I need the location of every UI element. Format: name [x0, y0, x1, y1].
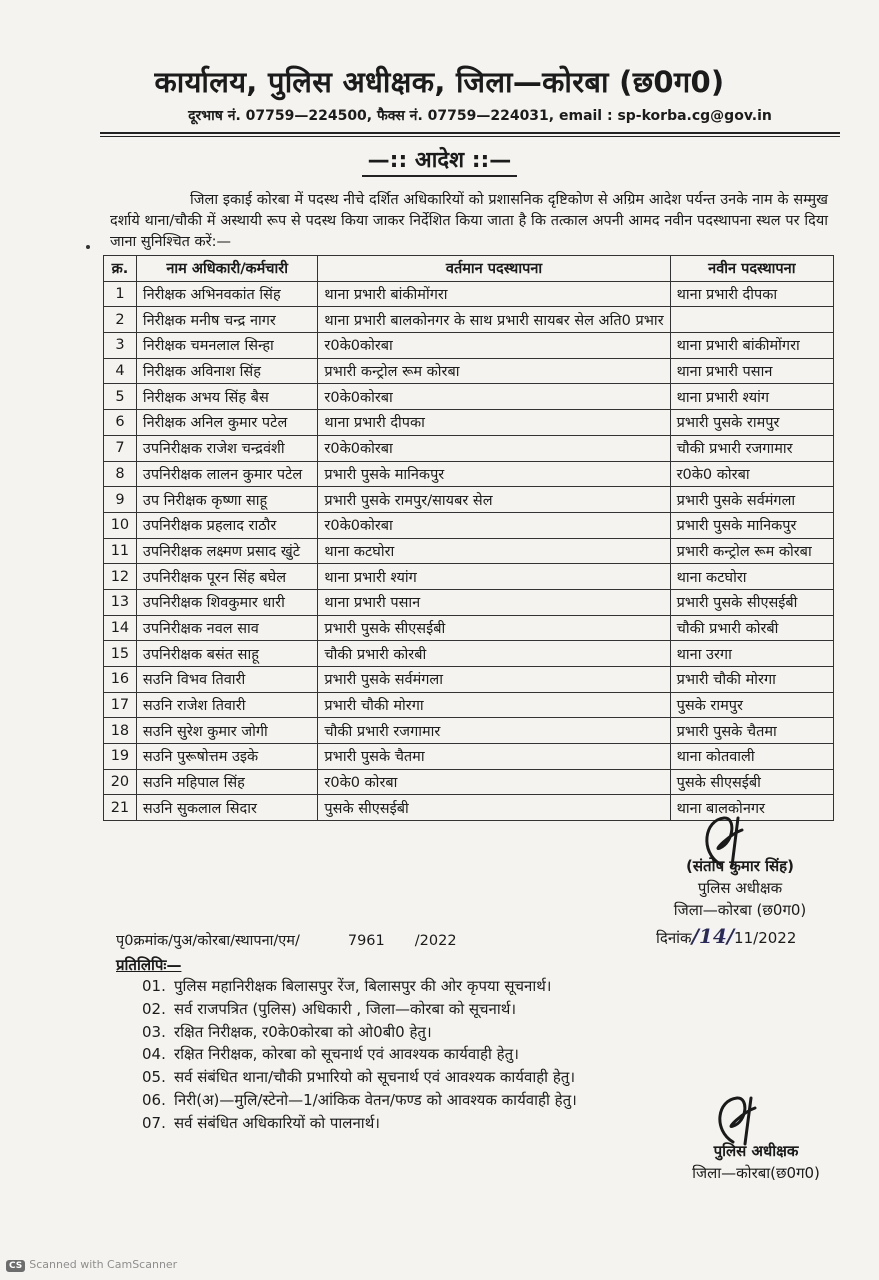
cell-name: उपनिरीक्षक शिवकुमार धारी	[136, 589, 318, 615]
table-row	[104, 461, 834, 487]
cell-current-posting: थाना प्रभारी पसान	[318, 589, 670, 615]
cell-current-posting: प्रभारी पुसके रामपुर/सायबर सेल	[318, 487, 670, 513]
cell-name: उपनिरीक्षक लालन कुमार पटेल	[136, 461, 318, 487]
cell-new-posting: थाना उरगा	[670, 641, 833, 667]
cell-name: सउनि पुरूषोत्तम उइके	[136, 744, 318, 770]
table-row	[104, 564, 834, 590]
cell-sn: 10	[104, 512, 137, 538]
cell-sn: 7	[104, 435, 137, 461]
copy-item-text: रक्षित निरीक्षक, कोरबा को सूचनार्थ एवं आवश्यक कार्यवाही हेतु।	[174, 1045, 519, 1064]
cell-sn: 5	[104, 384, 137, 410]
cell-current-posting: थाना प्रभारी बांकीमोंगरा	[318, 281, 670, 307]
cell-new-posting: चौकी प्रभारी रजगामार	[670, 435, 833, 461]
date-line	[656, 924, 796, 948]
copy-item-number: 01.	[142, 977, 166, 995]
cell-name: निरीक्षक चमनलाल सिन्हा	[136, 333, 318, 359]
cell-name: उप निरीक्षक कृष्णा साहू	[136, 487, 318, 513]
table-row	[104, 512, 834, 538]
cell-new-posting: र0के0 कोरबा	[670, 461, 833, 487]
cell-sn: 8	[104, 461, 137, 487]
table-row	[104, 281, 834, 307]
table-row	[104, 410, 834, 436]
margin-dot	[86, 245, 90, 249]
cell-sn: 1	[104, 281, 137, 307]
table-body	[104, 281, 834, 820]
cell-new-posting	[670, 307, 833, 333]
cell-current-posting: चौकी प्रभारी रजगामार	[318, 718, 670, 744]
cell-name: सउनि सुकलाल सिदार	[136, 795, 318, 821]
cell-name: निरीक्षक अनिल कुमार पटेल	[136, 410, 318, 436]
cell-current-posting: र0के0कोरबा	[318, 512, 670, 538]
cell-sn: 15	[104, 641, 137, 667]
copy-item-number: 05.	[142, 1068, 166, 1087]
cell-sn: 17	[104, 692, 137, 718]
copy-item-text: पुलिस महानिरीक्षक बिलासपुर रेंज, बिलासपुर की ओर कृपया सूचनार्थ।	[174, 977, 552, 995]
cell-current-posting: थाना प्रभारी दीपका	[318, 410, 670, 436]
table-row	[104, 358, 834, 384]
copy-item-text: सर्व राजपत्रित (पुलिस) अधिकारी , जिला—कोरबा को सूचनार्थ।	[174, 999, 517, 1018]
copy-item-text: निरी(अ)—मुलि/स्टेनो—1/आंकिक वेतन/फण्ड को आवश्यक कार्यवाही हेतु।	[174, 1090, 577, 1109]
copy-list	[142, 975, 577, 1135]
cell-current-posting: प्रभारी चौकी मोरगा	[318, 692, 670, 718]
signatory-designation-2: पुलिस अधीक्षक	[713, 1142, 799, 1160]
cell-name: सउनि महिपाल सिंह	[136, 769, 318, 795]
cell-current-posting: प्रभारी कन्ट्रोल रूम कोरबा	[318, 358, 670, 384]
cell-new-posting: थाना प्रभारी पसान	[670, 358, 833, 384]
order-intro: जिला इकाई कोरबा में पदस्थ नीचे दर्शित अधिकारियों को प्रशासनिक दृष्टिकोण से अग्रिम आदेश पर्यन्त उनके नाम के सम्मुख दर्शाये थाना/चौकी में अस्थायी रूप से पदस्थ किया जाकर निर्देशित किया जाता है कि तत्काल अपनी आमद नवीन पदस्थापना स्थल पर दिया जाना सुनिश्चित करें:—	[110, 192, 828, 250]
cell-new-posting: प्रभारी पुसके चैतमा	[670, 718, 833, 744]
table-row	[104, 538, 834, 564]
date-day: /14/	[691, 924, 735, 948]
cell-name: उपनिरीक्षक लक्ष्मण प्रसाद खुंटे	[136, 538, 318, 564]
cell-sn: 13	[104, 589, 137, 615]
copy-item-number: 07.	[142, 1113, 166, 1132]
reference-number: 7961	[347, 933, 385, 949]
signatory-name: (संतोष कुमार सिंह)	[686, 857, 794, 875]
cell-sn: 6	[104, 410, 137, 436]
cell-new-posting: पुसके सीएसईबी	[670, 769, 833, 795]
col-header-current: वर्तमान पदस्थापना	[318, 256, 670, 282]
table-row	[104, 769, 834, 795]
table-row	[104, 487, 834, 513]
table-row	[104, 744, 834, 770]
cell-current-posting: प्रभारी पुसके सीएसईबी	[318, 615, 670, 641]
copy-item-text: सर्व संबंधित अधिकारियों को पालनार्थ।	[174, 1113, 380, 1132]
copy-item	[142, 1021, 577, 1044]
copy-item-number: 04.	[142, 1045, 166, 1064]
postings-table	[103, 255, 834, 821]
cell-new-posting: प्रभारी पुसके मानिकपुर	[670, 512, 833, 538]
cell-current-posting: प्रभारी पुसके सर्वमंगला	[318, 667, 670, 693]
copy-item-number: 06.	[142, 1090, 166, 1109]
copy-item	[142, 1043, 577, 1066]
cell-name: निरीक्षक मनीष चन्द्र नागर	[136, 307, 318, 333]
table-row	[104, 615, 834, 641]
signatory-designation: पुलिस अधीक्षक	[697, 879, 783, 897]
cell-new-posting: थाना कोतवाली	[670, 744, 833, 770]
camscanner-logo-icon: CS	[6, 1260, 25, 1272]
copy-item	[142, 975, 577, 998]
col-header-name: नाम अधिकारी/कर्मचारी	[136, 256, 318, 282]
cell-sn: 20	[104, 769, 137, 795]
cell-name: उपनिरीक्षक नवल साव	[136, 615, 318, 641]
cell-new-posting: प्रभारी पुसके सर्वमंगला	[670, 487, 833, 513]
table-row	[104, 692, 834, 718]
cell-new-posting: थाना प्रभारी दीपका	[670, 281, 833, 307]
cell-current-posting: पुसके सीएसईबी	[318, 795, 670, 821]
col-header-new: नवीन पदस्थापना	[670, 256, 833, 282]
cell-new-posting: प्रभारी चौकी मोरगा	[670, 667, 833, 693]
cell-name: निरीक्षक अविनाश सिंह	[136, 358, 318, 384]
cell-new-posting: थाना कटघोरा	[670, 564, 833, 590]
cell-sn: 9	[104, 487, 137, 513]
cell-sn: 21	[104, 795, 137, 821]
col-header-sn: क्र.	[104, 256, 137, 282]
office-title: कार्यालय, पुलिस अधीक्षक, जिला—कोरबा (छ0ग0)	[154, 65, 725, 99]
copy-item-number: 03.	[142, 1022, 166, 1041]
table-row	[104, 589, 834, 615]
reference-year: /2022	[414, 933, 457, 949]
copy-item-text: सर्व संबंधित थाना/चौकी प्रभारियो को सूचनार्थ एवं आवश्यक कार्यवाही हेतु।	[174, 1068, 576, 1087]
table-row	[104, 435, 834, 461]
cell-sn: 3	[104, 333, 137, 359]
scanner-watermark	[6, 1258, 177, 1272]
cell-sn: 14	[104, 615, 137, 641]
cell-current-posting: थाना प्रभारी बालकोनगर के साथ प्रभारी सायबर सेल अति0 प्रभार	[318, 307, 670, 333]
cell-name: उपनिरीक्षक प्रहलाद राठौर	[136, 512, 318, 538]
signatory-district: जिला—कोरबा (छ0ग0)	[673, 901, 807, 919]
cell-current-posting: र0के0कोरबा	[318, 333, 670, 359]
table-row	[104, 718, 834, 744]
date-rest: 11/2022	[734, 929, 797, 947]
cell-current-posting: प्रभारी पुसके चैतमा	[318, 744, 670, 770]
cell-current-posting: र0के0 कोरबा	[318, 769, 670, 795]
cell-sn: 18	[104, 718, 137, 744]
header-rule-thin	[100, 136, 840, 137]
cell-current-posting: प्रभारी पुसके मानिकपुर	[318, 461, 670, 487]
cell-name: सउनि विभव तिवारी	[136, 667, 318, 693]
signature-block-2	[676, 1140, 836, 1184]
order-heading-text: —:: आदेश ::—	[362, 148, 518, 177]
cell-sn: 12	[104, 564, 137, 590]
cell-current-posting: थाना प्रभारी श्यांग	[318, 564, 670, 590]
cell-current-posting: चौकी प्रभारी कोरबी	[318, 641, 670, 667]
cell-name: उपनिरीक्षक राजेश चन्द्रवंशी	[136, 435, 318, 461]
copy-item	[142, 1066, 577, 1089]
cell-name: उपनिरीक्षक बसंत साहू	[136, 641, 318, 667]
cell-current-posting: थाना कटघोरा	[318, 538, 670, 564]
cell-name: सउनि सुरेश कुमार जोगी	[136, 718, 318, 744]
cell-new-posting: प्रभारी पुसके सीएसईबी	[670, 589, 833, 615]
copy-heading: प्रतिलिपिः—	[116, 956, 182, 974]
cell-name: उपनिरीक्षक पूरन सिंह बघेल	[136, 564, 318, 590]
signatory-district-2: जिला—कोरबा(छ0ग0)	[692, 1164, 820, 1182]
cell-sn: 2	[104, 307, 137, 333]
table-row	[104, 384, 834, 410]
table-row	[104, 667, 834, 693]
reference-prefix: पृ0क्रमांक/पुअ/कोरबा/स्थापना/एम/	[116, 933, 300, 949]
contact-line: दूरभाष नं. 07759—224500, फैक्स नं. 07759—224031, email : sp-korba.cg@gov.in	[188, 108, 772, 124]
watermark-text: Scanned with CamScanner	[29, 1258, 178, 1271]
copy-item-text: रक्षित निरीक्षक, र0के0कोरबा को ओ0बी0 हेतु।	[174, 1022, 432, 1041]
cell-new-posting: चौकी प्रभारी कोरबी	[670, 615, 833, 641]
cell-new-posting: थाना बालकोनगर	[670, 795, 833, 821]
cell-new-posting: प्रभारी पुसके रामपुर	[670, 410, 833, 436]
copy-item	[142, 998, 577, 1021]
table-row	[104, 641, 834, 667]
cell-new-posting: थाना प्रभारी श्यांग	[670, 384, 833, 410]
cell-name: निरीक्षक अभिनवकांत सिंह	[136, 281, 318, 307]
table-row	[104, 307, 834, 333]
signature-block	[640, 855, 840, 921]
cell-sn: 11	[104, 538, 137, 564]
cell-name: सउनि राजेश तिवारी	[136, 692, 318, 718]
copy-item	[142, 1089, 577, 1112]
cell-new-posting: पुसके रामपुर	[670, 692, 833, 718]
cell-sn: 4	[104, 358, 137, 384]
reference-line	[116, 930, 457, 950]
order-heading	[0, 144, 879, 174]
cell-new-posting: प्रभारी कन्ट्रोल रूम कोरबा	[670, 538, 833, 564]
copy-item	[142, 1112, 577, 1135]
cell-current-posting: र0के0कोरबा	[318, 435, 670, 461]
date-label: दिनांक	[656, 929, 692, 947]
cell-new-posting: थाना प्रभारी बांकीमोंगरा	[670, 333, 833, 359]
cell-name: निरीक्षक अभय सिंह बैस	[136, 384, 318, 410]
cell-sn: 16	[104, 667, 137, 693]
header-rule	[100, 132, 840, 134]
cell-sn: 19	[104, 744, 137, 770]
copy-item-number: 02.	[142, 999, 166, 1018]
table-header-row	[104, 256, 834, 282]
cell-current-posting: र0के0कोरबा	[318, 384, 670, 410]
table-row	[104, 333, 834, 359]
